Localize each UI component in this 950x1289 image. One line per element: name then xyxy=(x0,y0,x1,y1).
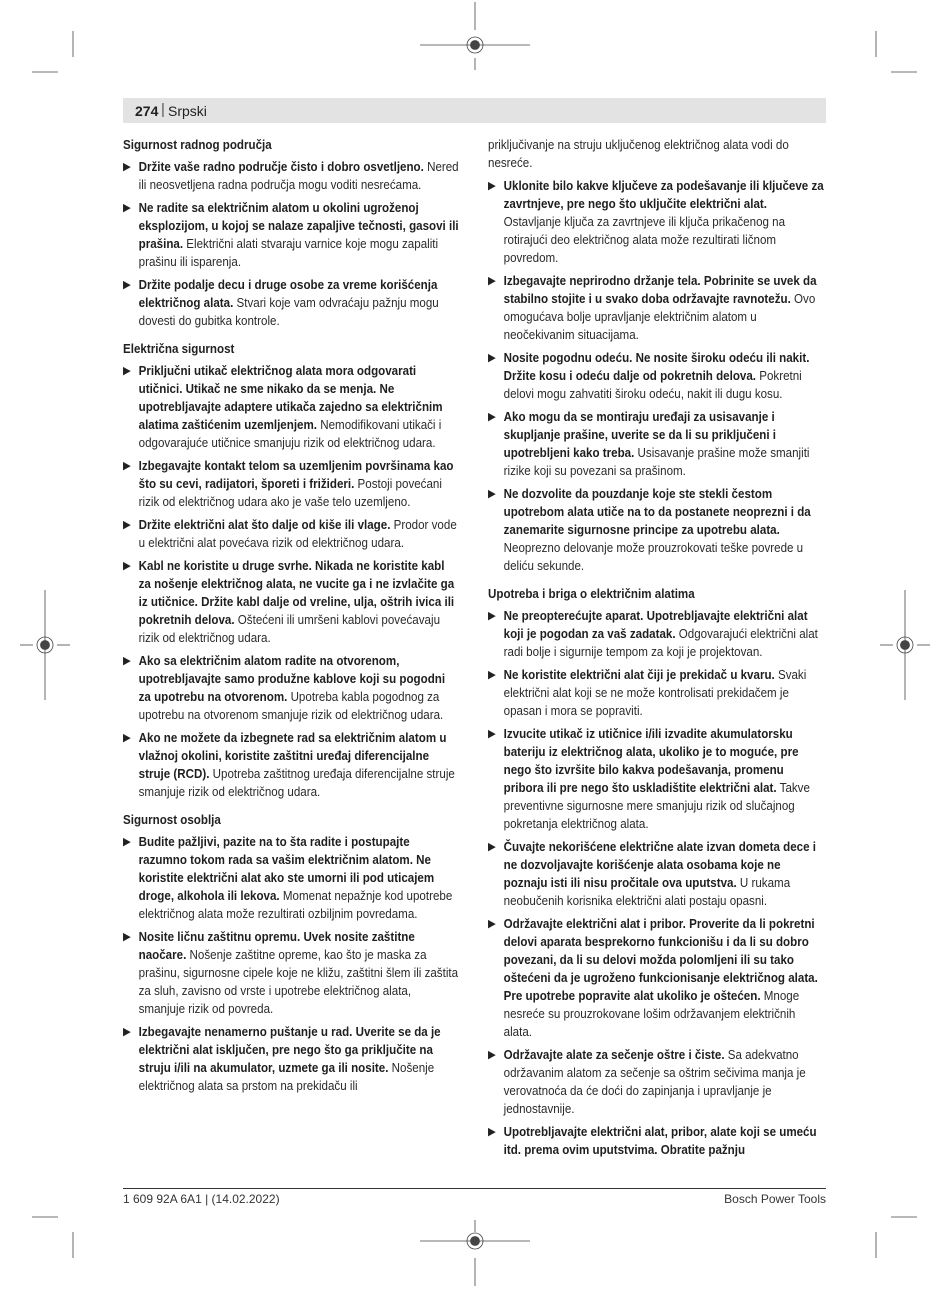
bullet-arrow-icon: ▶ xyxy=(123,519,131,531)
bullet-arrow-icon: ▶ xyxy=(488,918,496,930)
left-column xyxy=(123,136,460,1100)
safety-instruction xyxy=(488,838,825,910)
safety-instruction xyxy=(123,652,460,724)
instruction-bold-text: Priključni utikač električnog alata mora odgovarati utičnici. Utikač ne sme nikako da se menja. Ne upotrebljavajte adaptere utikača zajedno sa električnim alatima zaštićenim uzemljenjem. xyxy=(138,364,443,432)
bullet-arrow-icon: ▶ xyxy=(123,161,131,173)
page-footer xyxy=(123,1188,826,1206)
instruction-explanation: Električni alati stvaraju varnice koje mogu zapaliti prašinu ili isparenja. xyxy=(138,237,439,269)
safety-instruction xyxy=(123,158,460,194)
safety-instruction xyxy=(488,666,825,720)
bullet-arrow-icon: ▶ xyxy=(123,202,131,214)
section-heading: Sigurnost radnog područja xyxy=(123,138,272,152)
continued-text: priključivanje na struju uključenog električnog alata vodi do nesreće. xyxy=(488,138,789,170)
bullet-arrow-icon: ▶ xyxy=(488,841,496,853)
safety-instruction xyxy=(488,485,825,575)
instruction-bold-text: Ne dozvolite da pouzdanje koje ste stekli čestom upotrebom alata utiče na to da postanete neoprezni i da zanemarite sigurnosne principe za upotrebu alata. xyxy=(503,487,811,537)
instruction-explanation: Usisavanje prašine može smanjiti rizike koji su povezani sa prašinom. xyxy=(503,446,810,478)
safety-instruction xyxy=(488,915,825,1041)
safety-instruction xyxy=(123,729,460,801)
instruction-explanation: Svaki električni alat koji se ne može kontrolisati prekidačem je opasan i mora se popraviti. xyxy=(503,668,807,718)
instruction-bold-text: Držite podalje decu i druge osobe za vreme korišćenja električnog alata. xyxy=(138,278,438,310)
bullet-arrow-icon: ▶ xyxy=(488,1126,496,1138)
bullet-arrow-icon: ▶ xyxy=(123,460,131,472)
instruction-bold-text: Ne koristite električni alat čiji je prekidač u kvaru. xyxy=(503,668,775,682)
instruction-bold-text: Ako sa električnim alatom radite na otvorenom, upotrebljavajte samo produžne kablove koji su pogodni za upotrebu na otvorenom. xyxy=(138,654,446,704)
safety-instruction xyxy=(488,177,825,267)
header-separator: | xyxy=(161,101,165,118)
instruction-explanation: Upotreba kabla pogodnog za upotrebu na otvorenom smanjuje rizik od električnog udara. xyxy=(138,690,444,722)
instruction-explanation: Odgovarajući električni alat radi bolje i sigurnije tempom za koji je projektovan. xyxy=(503,627,818,659)
bullet-arrow-icon: ▶ xyxy=(123,560,131,572)
instruction-bold-text: Uklonite bilo kakve ključeve za podešavanje ili ključeve za zavrtnjeve, pre nego što uključite električni alat. xyxy=(503,179,824,211)
instruction-bold-text: Držite vaše radno područje čisto i dobro osvetljeno. xyxy=(138,160,424,174)
instruction-explanation: Neoprezno delovanje može prouzrokovati teške povrede u deliću sekunde. xyxy=(503,541,804,573)
instruction-explanation: Nošenje električnog alata sa prstom na prekidaču ili xyxy=(138,1061,435,1093)
instruction-bold-text: Održavajte električni alat i pribor. Proverite da li pokretni delovi aparata besprekorno funkcionišu i da li su dobro povezani, da li su delovi možda polomljeni ili su tako oštećeni da je ugroženo funkcionisanje električnog alata. Pre upotrebe popravite alat ukoliko je oštećen. xyxy=(503,917,818,1003)
instruction-bold-text: Izbegavajte nenamerno puštanje u rad. Uverite se da je električni alat isključen, pre nego što ga priključite na struju i/ili na akumulator, uzmete ga ili nosite. xyxy=(138,1025,441,1075)
safety-instruction xyxy=(123,276,460,330)
right-column xyxy=(488,136,825,1164)
safety-instruction xyxy=(123,928,460,1018)
instruction-bold-text: Kabl ne koristite u druge svrhe. Nikada ne koristite kabl za nošenje električnog alata, ne vucite ga i ne izvlačite ga iz utičnice. Držite kabl dalje od vreline, ulja, oštrih ivica ili pokretnih delova. xyxy=(138,559,455,627)
safety-instruction xyxy=(488,1123,825,1159)
bullet-arrow-icon: ▶ xyxy=(123,655,131,667)
bullet-arrow-icon: ▶ xyxy=(488,488,496,500)
bullet-arrow-icon: ▶ xyxy=(488,180,496,192)
safety-instruction xyxy=(488,725,825,833)
instruction-explanation: Oštećeni ili umršeni kablovi povećavaju rizik od električnog udara. xyxy=(138,613,441,645)
page-header xyxy=(123,98,826,123)
bullet-arrow-icon: ▶ xyxy=(488,610,496,622)
bullet-arrow-icon: ▶ xyxy=(123,279,131,291)
page-number: 274 xyxy=(135,103,159,119)
instruction-explanation: Upotreba zaštitnog uređaja diferencijalne struje smanjuje rizik od električnog udara. xyxy=(138,767,455,799)
instruction-explanation: Nered ili neosvetljena radna područja mogu voditi nesrećama. xyxy=(138,160,459,192)
section-heading: Električna sigurnost xyxy=(123,342,235,356)
safety-instruction xyxy=(488,408,825,480)
safety-instruction xyxy=(488,1046,825,1118)
language-label: Srpski xyxy=(168,103,207,119)
bullet-arrow-icon: ▶ xyxy=(488,352,496,364)
brand-name: Bosch Power Tools xyxy=(724,1192,826,1206)
instruction-explanation: Postoji povećani rizik od električnog udara ako je vaše telo uzemljeno. xyxy=(138,477,442,509)
safety-instruction xyxy=(123,362,460,452)
instruction-bold-text: Nosite pogodnu odeću. Ne nosite široku odeću ili nakit. Držite kosu i odeću dalje od pokretnih delova. xyxy=(503,351,810,383)
document-id: 1 609 92A 6A1 | (14.02.2022) xyxy=(123,1192,280,1206)
safety-instruction xyxy=(488,607,825,661)
instruction-explanation: U rukama neobučenih korisnika električni alati postaju opasni. xyxy=(503,876,791,908)
safety-instruction xyxy=(488,349,825,403)
bullet-arrow-icon: ▶ xyxy=(488,275,496,287)
instruction-explanation: Mnoge nesreće su prouzrokovane lošim održavanjem električnih alata. xyxy=(503,989,800,1039)
safety-instruction xyxy=(123,516,460,552)
instruction-bold-text: Držite električni alat što dalje od kiše ili vlage. xyxy=(138,518,391,532)
instruction-explanation: Takve preventivne sigurnosne mere smanjuju rizik od slučajnog pokretanja električnog alata. xyxy=(503,781,810,831)
instruction-bold-text: Ako ne možete da izbegnete rad sa električnim alatom u vlažnoj okolini, koristite zaštitni uređaj diferencijalne struje (RCD). xyxy=(138,731,447,781)
instruction-explanation: Nošenje zaštitne opreme, kao što je maska za prašinu, sigurnosne cipele koje ne kližu, zaštitni šlem ili zaštita za sluh, zavisno od vrste i upotrebe električnog alata, smanjuje rizik od povreda. xyxy=(138,948,459,1016)
safety-instruction xyxy=(123,557,460,647)
instruction-bold-text: Budite pažljivi, pazite na to šta radite i postupajte razumno tokom rada sa vašim električnim alatom. Ne koristite električni alat ako ste umorni ili pod uticajem droge, alkohola ili lekova. xyxy=(138,835,435,903)
safety-instruction xyxy=(123,1023,460,1095)
bullet-arrow-icon: ▶ xyxy=(488,669,496,681)
instruction-bold-text: Upotrebljavajte električni alat, pribor, alate koji se umeću itd. prema ovim uputstvima. Obratite pažnju xyxy=(503,1125,817,1157)
instruction-explanation: Sa adekvatno održavanim alatom za sečenje sa oštrim sečivima manja je verovatnoća da će doći do zapinjanja i upravljanje je jednostavnije. xyxy=(503,1048,806,1116)
instruction-bold-text: Održavajte alate za sečenje oštre i čiste. xyxy=(503,1048,725,1062)
safety-instruction xyxy=(123,457,460,511)
instruction-bold-text: Izvucite utikač iz utičnice i/ili izvadite akumulatorsku bateriju iz električnog alata, ukoliko je to moguće, pre nego što izvršite bilo kakva podešavanja, promenu pribora ili pre nego što uskladištite električni alat. xyxy=(503,727,799,795)
bullet-arrow-icon: ▶ xyxy=(488,411,496,423)
bullet-arrow-icon: ▶ xyxy=(123,836,131,848)
instruction-bold-text: Nosite ličnu zaštitnu opremu. Uvek nosite zaštitne naočare. xyxy=(138,930,415,962)
safety-instruction xyxy=(123,199,460,271)
instruction-explanation: Nemodifikovani utikači i odgovarajuće utičnice smanjuju rizik od električnog udara. xyxy=(138,418,442,450)
safety-instruction xyxy=(488,272,825,344)
instruction-explanation: Ovo omogućava bolje upravljanje električnim alatom u neočekivanim situacijama. xyxy=(503,292,816,342)
instruction-explanation: Pokretni delovi mogu zahvatiti široku odeću, nakit ili dugu kosu. xyxy=(503,369,802,401)
instruction-explanation: Prodor vode u električni alat povećava rizik od električnog udara. xyxy=(138,518,457,550)
instruction-bold-text: Ne preopterećujte aparat. Upotrebljavajte električni alat koji je pogodan za vaš zadatak. xyxy=(503,609,808,641)
instruction-bold-text: Izbegavajte kontakt telom sa uzemljenim površinama kao što su cevi, radijatori, šporeti i frižideri. xyxy=(138,459,454,491)
bullet-arrow-icon: ▶ xyxy=(123,1026,131,1038)
instruction-explanation: Momenat nepažnje kod upotrebe električnog alata može rezultirati ozbiljnim povredama. xyxy=(138,889,453,921)
bullet-arrow-icon: ▶ xyxy=(123,931,131,943)
bullet-arrow-icon: ▶ xyxy=(488,1049,496,1061)
instruction-explanation: Ostavljanje ključa za zavrtnjeve ili ključa prikačenog na rotirajući deo električnog alata može rezultirati ličnom povredom. xyxy=(503,215,786,265)
bullet-arrow-icon: ▶ xyxy=(123,732,131,744)
instruction-bold-text: Ako mogu da se montiraju uređaji za usisavanje i skupljanje prašine, uverite se da li su priključeni i upotrebljeni kako treba. xyxy=(503,410,777,460)
instruction-bold-text: Čuvajte nekorišćene električne alate izvan dometa dece i ne dozvoljavajte korišćenje alata osobama koje ne poznaju isti ili nisu pročitale ova uputstva. xyxy=(503,840,816,890)
bullet-arrow-icon: ▶ xyxy=(123,365,131,377)
bullet-arrow-icon: ▶ xyxy=(488,728,496,740)
safety-instruction xyxy=(123,833,460,923)
instruction-explanation: Stvari koje vam odvraćaju pažnju mogu dovesti do gubitka kontrole. xyxy=(138,296,439,328)
instruction-bold-text: Izbegavajte neprirodno držanje tela. Pobrinite se uvek da stabilno stojite i u svako doba održavajte ravnotežu. xyxy=(503,274,817,306)
section-heading: Upotreba i briga o električnim alatima xyxy=(488,587,695,601)
section-heading: Sigurnost osoblja xyxy=(123,813,221,827)
instruction-bold-text: Ne radite sa električnim alatom u okolini ugroženoj eksplozijom, u kojoj se nalaze zapaljive tečnosti, gasovi ili prašina. xyxy=(138,201,459,251)
